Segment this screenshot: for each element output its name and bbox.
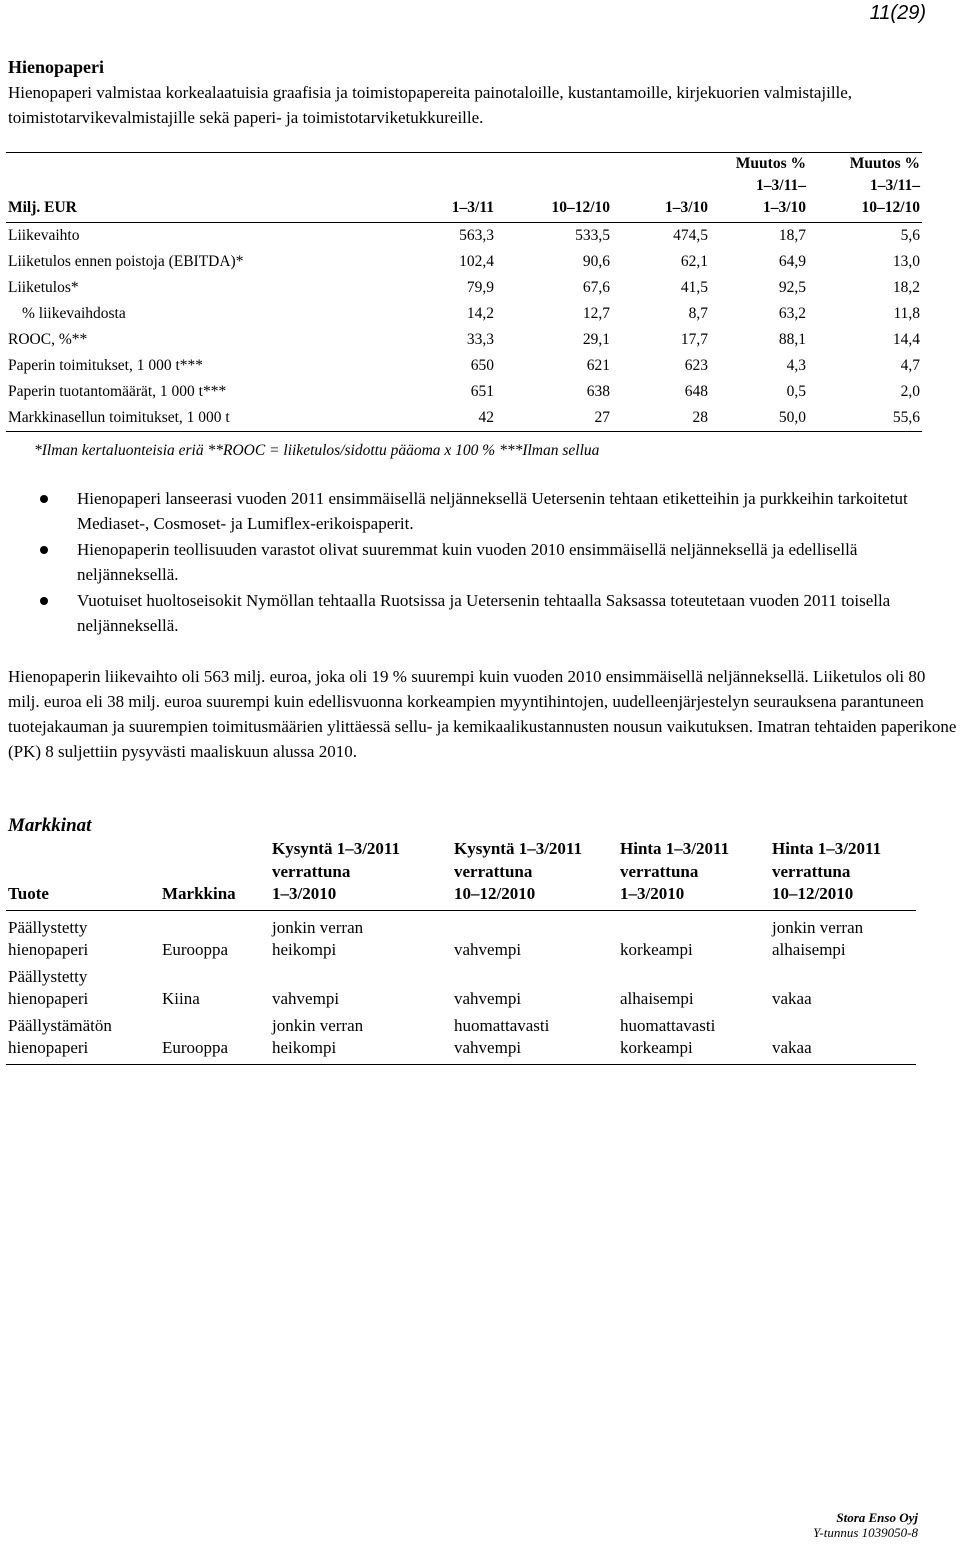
cell-value: huomattavasti korkeampi [620,1015,716,1057]
bullet-icon [40,546,48,554]
cell-value: jonkin verran heikompi [272,1015,364,1057]
header-market: Markkina [162,884,236,903]
cell-value: vahvempi [272,989,340,1008]
cell-value: korkeampi [620,940,693,959]
financial-table [6,152,922,432]
cell-value: 67,6 [582,279,610,296]
cell-value: 63,2 [778,305,806,322]
header-change-vs-1-3-10: Muutos % 1–3/11– 1–3/10 [735,155,806,216]
cell-value: 650 [470,357,494,374]
header-10-12-10: 10–12/10 [551,199,610,216]
cell-value: 12,7 [582,305,610,322]
cell-value: alhaisempi [620,989,694,1008]
bullet-item: Hienopaperi lanseerasi vuoden 2011 ensimmäisellä neljänneksellä Uetersenin tehtaan etiketteihin ja purkkeihin tarkoitetut Mediaset-, Cosmoset- ja Lumiflex-erikoispaperit. [0,486,958,536]
bullet-item: Vuotuiset huoltoseisokit Nymöllan tehtaalla Ruotsissa ja Uetersenin tehtaalla Saksassa toteutetaan vuoden 2011 toisella neljänneksellä. [0,588,958,638]
cell-value: 79,9 [466,279,494,296]
markets-title: Markkinat [8,815,92,836]
cell-value: 474,5 [673,227,708,244]
table-row [6,223,922,250]
row-label: % liikevaihdosta [22,305,126,322]
cell-value: 13,0 [892,253,920,270]
row-label: Paperin toimitukset, 1 000 t*** [8,357,204,374]
cell-value: 17,7 [680,331,708,348]
cell-value: 29,1 [582,331,610,348]
row-label: Liiketulos ennen poistoja (EBITDA)* [8,253,244,270]
header-1-3-11: 1–3/11 [451,199,494,216]
header-change-vs-10-12-10: Muutos % 1–3/11– 10–12/10 [849,155,920,216]
header-price-vs-1-3-2010: Hinta 1–3/2011 verrattuna 1–3/2010 [620,839,730,903]
cell-market: Kiina [162,989,200,1008]
bullet-icon [40,597,48,605]
cell-value: 4,7 [900,357,920,374]
cell-value: jonkin verran heikompi [272,917,364,959]
cell-value: 621 [586,357,610,374]
markets-table [6,838,916,1065]
cell-value: 533,5 [575,227,610,244]
cell-value: vakaa [772,1038,812,1057]
row-label: Paperin tuotantomäärät, 1 000 t*** [8,383,227,400]
markets-table-header [6,838,916,910]
cell-value: jonkin verran alhaisempi [772,917,864,959]
cell-market: Eurooppa [162,1038,229,1057]
cell-value: 651 [470,383,494,400]
bullet-list [0,486,958,639]
table-row [6,966,916,1015]
cell-value: 18,2 [892,279,920,296]
row-label: ROOC, %** [8,331,88,348]
cell-product: Päällystetty hienopaperi [8,966,89,1008]
bullet-icon [40,495,48,503]
cell-value: huomattavasti vahvempi [454,1015,550,1057]
cell-value: 648 [684,383,708,400]
row-label: Liikevaihto [8,227,80,244]
row-label: Liiketulos* [8,279,79,296]
cell-value: 14,2 [466,305,494,322]
table-row [6,379,922,405]
cell-value: 4,3 [786,357,806,374]
section-title: Hienopaperi [8,57,105,77]
cell-value: 50,0 [778,409,806,426]
header-product: Tuote [8,884,49,903]
table-row [6,249,922,275]
table-row [6,327,922,353]
table-footnote: *Ilman kertaluonteisia eriä **ROOC = liiketulos/sidottu pääoma x 100 % ***Ilman sellua [34,442,600,459]
cell-value: 88,1 [778,331,806,348]
header-demand-vs-10-12-2010: Kysyntä 1–3/2011 verrattuna 10–12/2010 [454,839,582,903]
cell-value: 8,7 [688,305,708,322]
table-row [6,1015,916,1065]
table-row [6,275,922,301]
cell-market: Eurooppa [162,940,229,959]
cell-value: vahvempi [454,940,522,959]
table-row [6,910,916,966]
cell-value: vakaa [772,989,812,1008]
cell-value: 102,4 [459,253,494,270]
cell-value: 62,1 [680,253,708,270]
header-demand-vs-1-3-2010: Kysyntä 1–3/2011 verrattuna 1–3/2010 [272,839,400,903]
summary-paragraph: Hienopaperin liikevaihto oli 563 milj. euroa, joka oli 19 % suurempi kuin vuoden 2010 ensimmäisellä neljänneksellä. Liiketulos oli 80 milj. euroa eli 38 milj. euroa suurempi kuin edellisvuonna korkeampien myyntihintojen, uudelleenjärjestelyn seurauksena parantuneen tuotejakauman ja suurempien toimitusmäärien ylittäessä sellu- ja kemikaalikustannusten nousun vaikutuksen. Imatran tehtaiden paperikone (PK) 8 suljettiin pysyvästi maaliskuun alussa 2010. [8,667,957,761]
cell-value: 623 [684,357,708,374]
header-price-vs-10-12-2010: Hinta 1–3/2011 verrattuna 10–12/2010 [772,839,882,903]
cell-value: 92,5 [778,279,806,296]
cell-value: 5,6 [900,227,920,244]
cell-product: Päällystämätön hienopaperi [8,1015,112,1057]
section-intro: Hienopaperi valmistaa korkealaatuisia graafisia ja toimistopapereita painotaloille, kustantamoille, kirjekuorien valmistajille, toimistotarvikevalmistajille sekä paperi- ja toimistotarviketukkureille. [8,83,853,127]
financial-table-header [6,153,922,223]
table-row [6,301,922,327]
cell-value: 638 [586,383,610,400]
cell-value: 2,0 [900,383,920,400]
cell-value: 90,6 [582,253,610,270]
cell-value: 41,5 [680,279,708,296]
cell-value: 28 [692,409,708,426]
cell-value: 18,7 [778,227,806,244]
cell-value: vahvempi [454,989,522,1008]
bullet-item: Hienopaperin teollisuuden varastot olivat suuremmat kuin vuoden 2010 ensimmäisellä neljänneksellä ja edellisellä neljänneksellä. [0,537,958,587]
cell-value: 563,3 [459,227,494,244]
row-label: Markkinasellun toimitukset, 1 000 t [8,409,230,426]
header-1-3-10: 1–3/10 [664,199,708,216]
cell-product: Päällystetty hienopaperi [8,917,89,959]
business-id: Y-tunnus 1039050-8 [813,1525,918,1540]
company-name: Stora Enso Oyj [836,1510,918,1525]
page-number: 11(29) [869,2,926,24]
cell-value: 33,3 [466,331,494,348]
cell-value: 27 [594,409,610,426]
table-row [6,405,922,432]
cell-value: 0,5 [786,383,806,400]
cell-value: 14,4 [892,331,920,348]
cell-value: 64,9 [778,253,806,270]
page-footer [813,1510,918,1540]
cell-value: 42 [478,409,494,426]
cell-value: 11,8 [893,305,920,322]
table-row [6,353,922,379]
header-unit: Milj. EUR [8,199,77,216]
cell-value: 55,6 [892,409,920,426]
